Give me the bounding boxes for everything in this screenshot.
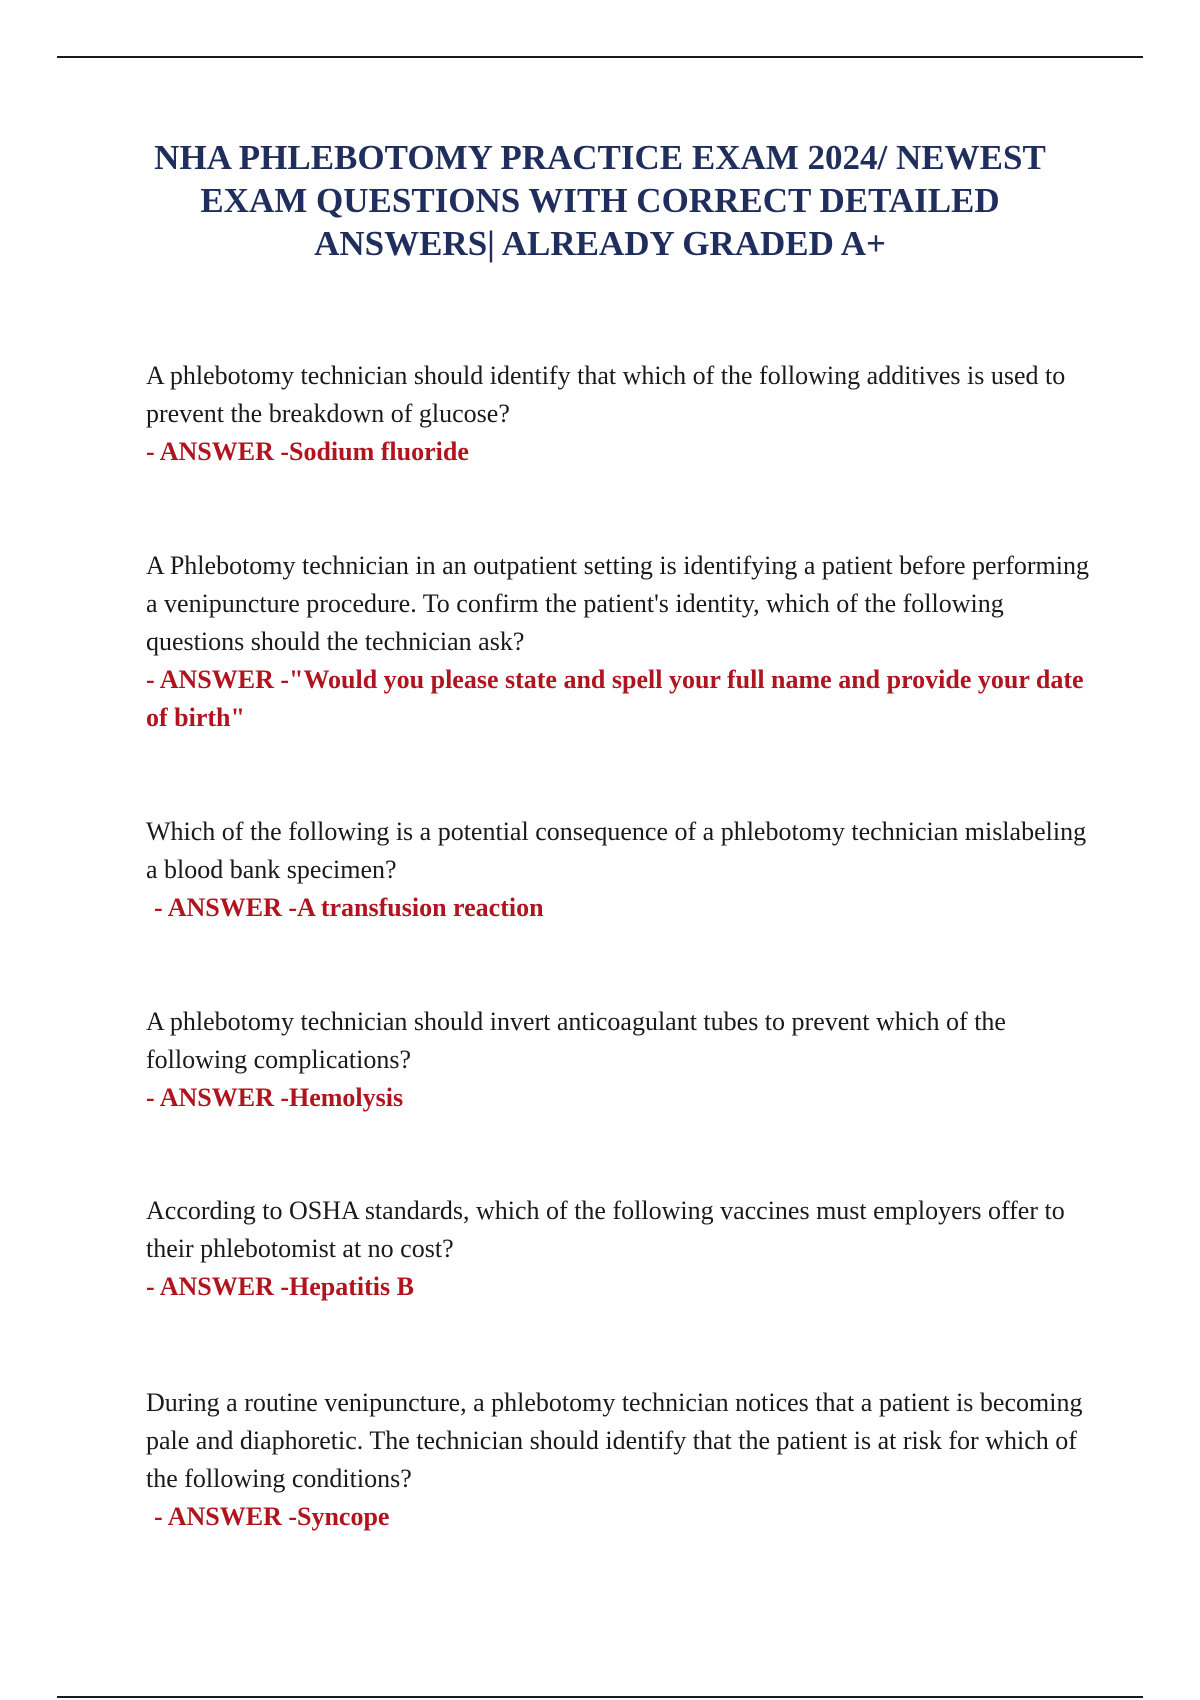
question-text: Which of the following is a potential consequence of a phlebotomy technician mislabeling a blood bank specimen? bbox=[146, 817, 1087, 884]
qa-item-5 bbox=[146, 1192, 1096, 1306]
qa-item-2 bbox=[146, 547, 1096, 737]
answer-text: - ANSWER -A transfusion reaction bbox=[154, 893, 544, 922]
answer-text: - ANSWER -Hepatitis B bbox=[146, 1272, 414, 1301]
answer-text: - ANSWER -Sodium fluoride bbox=[146, 437, 469, 466]
answer-text: - ANSWER -Syncope bbox=[154, 1502, 390, 1531]
top-rule bbox=[57, 56, 1143, 58]
qa-item-1 bbox=[146, 357, 1096, 471]
answer-text: - ANSWER -"Would you please state and spell your full name and provide your date of birth" bbox=[146, 665, 1084, 732]
qa-item-4 bbox=[146, 1003, 1096, 1117]
question-text: A Phlebotomy technician in an outpatient setting is identifying a patient before performing a venipuncture procedure. To confirm the patient's identity, which of the following questions should the technician ask? bbox=[146, 551, 1089, 656]
question-text: A phlebotomy technician should invert anticoagulant tubes to prevent which of the following complications? bbox=[146, 1007, 1006, 1074]
question-text: According to OSHA standards, which of the following vaccines must employers offer to their phlebotomist at no cost? bbox=[146, 1196, 1065, 1263]
qa-item-3 bbox=[146, 813, 1096, 927]
document-title: NHA PHLEBOTOMY PRACTICE EXAM 2024/ NEWEST EXAM QUESTIONS WITH CORRECT DETAILED ANSWERS| ALREADY GRADED A+ bbox=[154, 138, 1046, 263]
question-text: A phlebotomy technician should identify that which of the following additives is used to prevent the breakdown of glucose? bbox=[146, 361, 1066, 428]
answer-text: - ANSWER -Hemolysis bbox=[146, 1083, 404, 1112]
bottom-rule bbox=[57, 1696, 1143, 1698]
question-text: During a routine venipuncture, a phlebotomy technician notices that a patient is becoming pale and diaphoretic. The technician should identify that the patient is at risk for which of the following conditions? bbox=[146, 1388, 1083, 1493]
qa-item-6 bbox=[146, 1384, 1096, 1536]
